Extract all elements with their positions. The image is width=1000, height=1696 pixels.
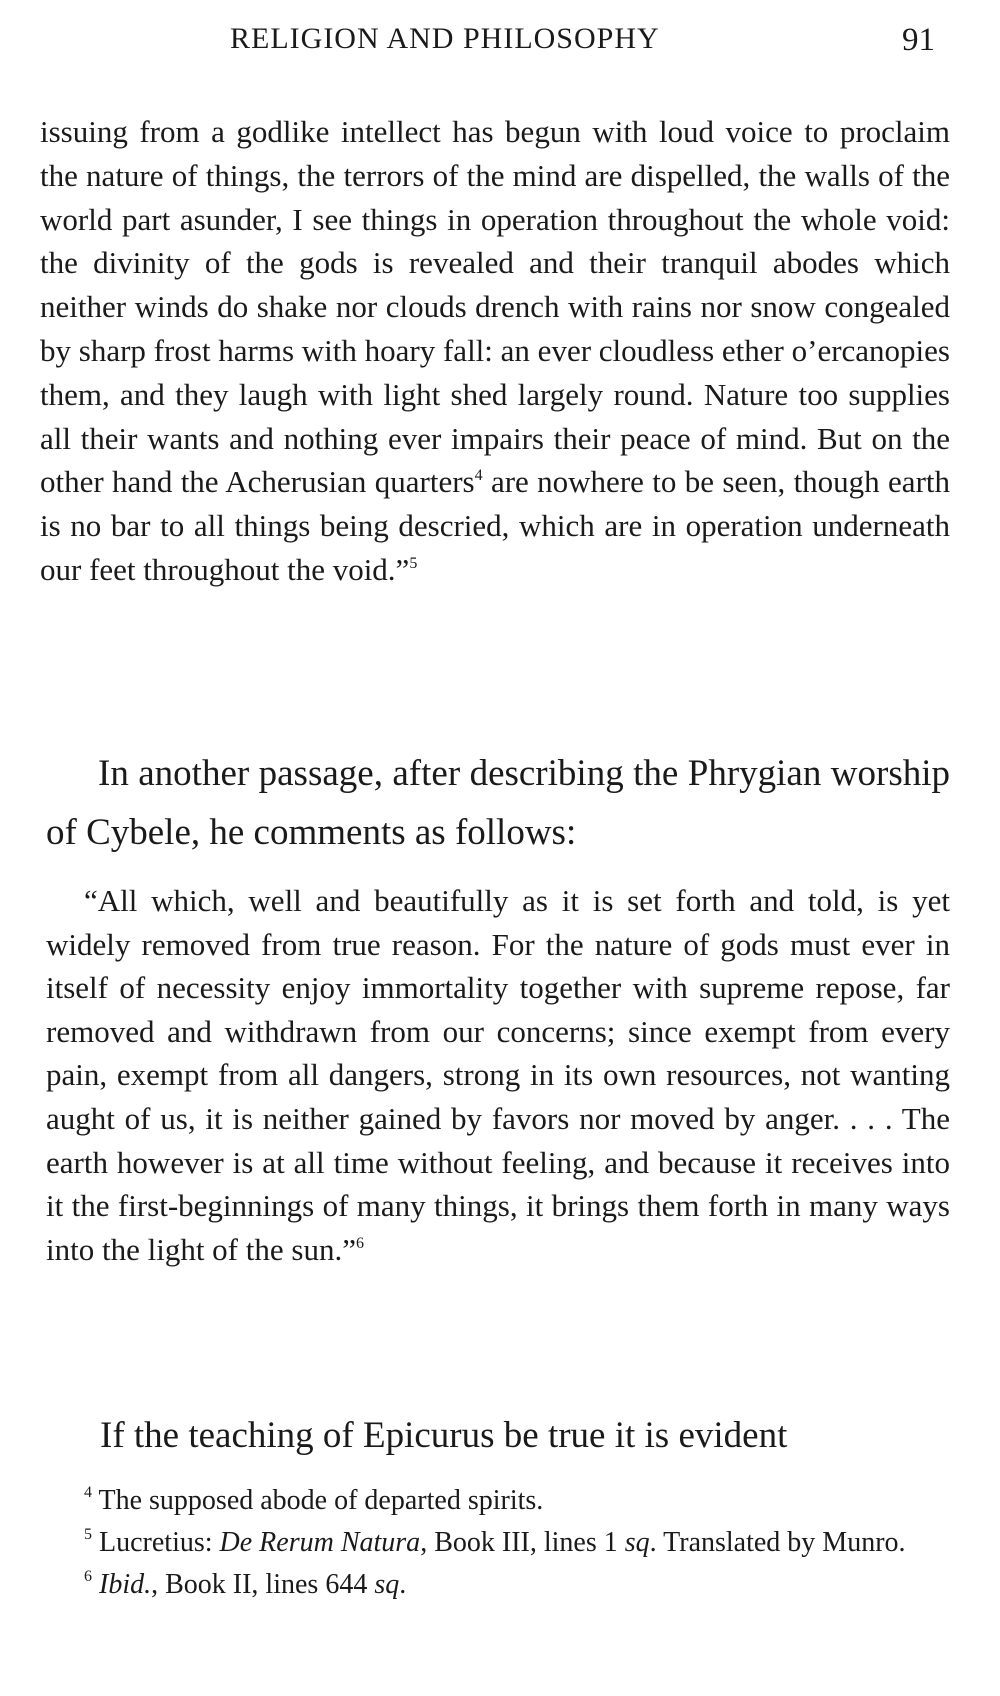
footnote-ref-4: 4	[474, 467, 483, 485]
running-title: RELIGION AND PHILOSOPHY	[230, 22, 660, 55]
footnote-text: The supposed abode of departed spirits.	[92, 1485, 544, 1516]
footnote-sq: sq	[374, 1569, 400, 1600]
footnotes	[40, 1480, 955, 1606]
quotation-text: “All which, well and beautifully as it is set forth and told, is yet widely removed from true reason. For the nature of gods must ever in itself of necessity enjoy immortality together with supreme repose, far removed and withdrawn from our concerns; since exempt from every pain, exempt from all dangers, strong in its own resources, not wanting aught of us, it is neither gained by favors nor moved by anger. . . . The earth however is at all time without feeling, and because it receives into it the first-beginnings of many things, it brings them forth in many ways into the light of the sun.”	[46, 883, 950, 1267]
footnote-sq: sq	[624, 1527, 650, 1558]
quotation-text: issuing from a godlike intellect has begun with loud voice to proclaim the nature of things, the terrors of the mind are dispelled, the walls of the world part asunder, I see things in operation throughout the whole void: the divinity of the gods is revealed and their tranquil abodes which neither winds do shake nor clouds drench with rains nor snow congealed by sharp frost harms with hoary fall: an ever cloudless ether o’ercanopies them, and they laugh with light shed largely round. Nature too supplies all their wants and nothing ever impairs their peace of mind. But on the other hand the Acherusian quarters	[40, 114, 950, 500]
footnote-mark: 4	[84, 1484, 92, 1501]
footnote-mark: 5	[84, 1526, 92, 1543]
footnote-text-end: .	[399, 1569, 407, 1600]
footnote-6	[40, 1564, 955, 1606]
quotation-block	[46, 879, 950, 1271]
body-paragraph: In another passage, after describing the Phrygian worship of Cybele, he comments as follows:	[46, 753, 950, 853]
footnote-text-end: . Translated by Munro.	[649, 1527, 906, 1558]
footnote-work-title: De Rerum Natura	[219, 1527, 421, 1558]
body-paragraph-start: If the teaching of Epicurus be true it is evident	[100, 1415, 788, 1456]
quotation-text-cont: are nowhere to be seen, though earth is no bar to all things being descried, which are in operation underneath our feet throughout the void.”	[40, 464, 951, 587]
footnote-ibid: Ibid.	[92, 1569, 152, 1600]
footnote-text: , Book III, lines 1	[420, 1527, 625, 1558]
footnote-5	[40, 1522, 955, 1564]
footnote-author: Lucretius:	[92, 1527, 220, 1558]
page-number: 91	[902, 22, 935, 58]
footnote-mark: 6	[84, 1568, 92, 1585]
footnote-4	[40, 1480, 955, 1522]
footnote-ref-6: 6	[355, 1234, 364, 1252]
quotation-continued	[40, 110, 950, 592]
footnote-ref-5: 5	[409, 554, 418, 572]
footnote-text: , Book II, lines 644	[151, 1569, 375, 1600]
